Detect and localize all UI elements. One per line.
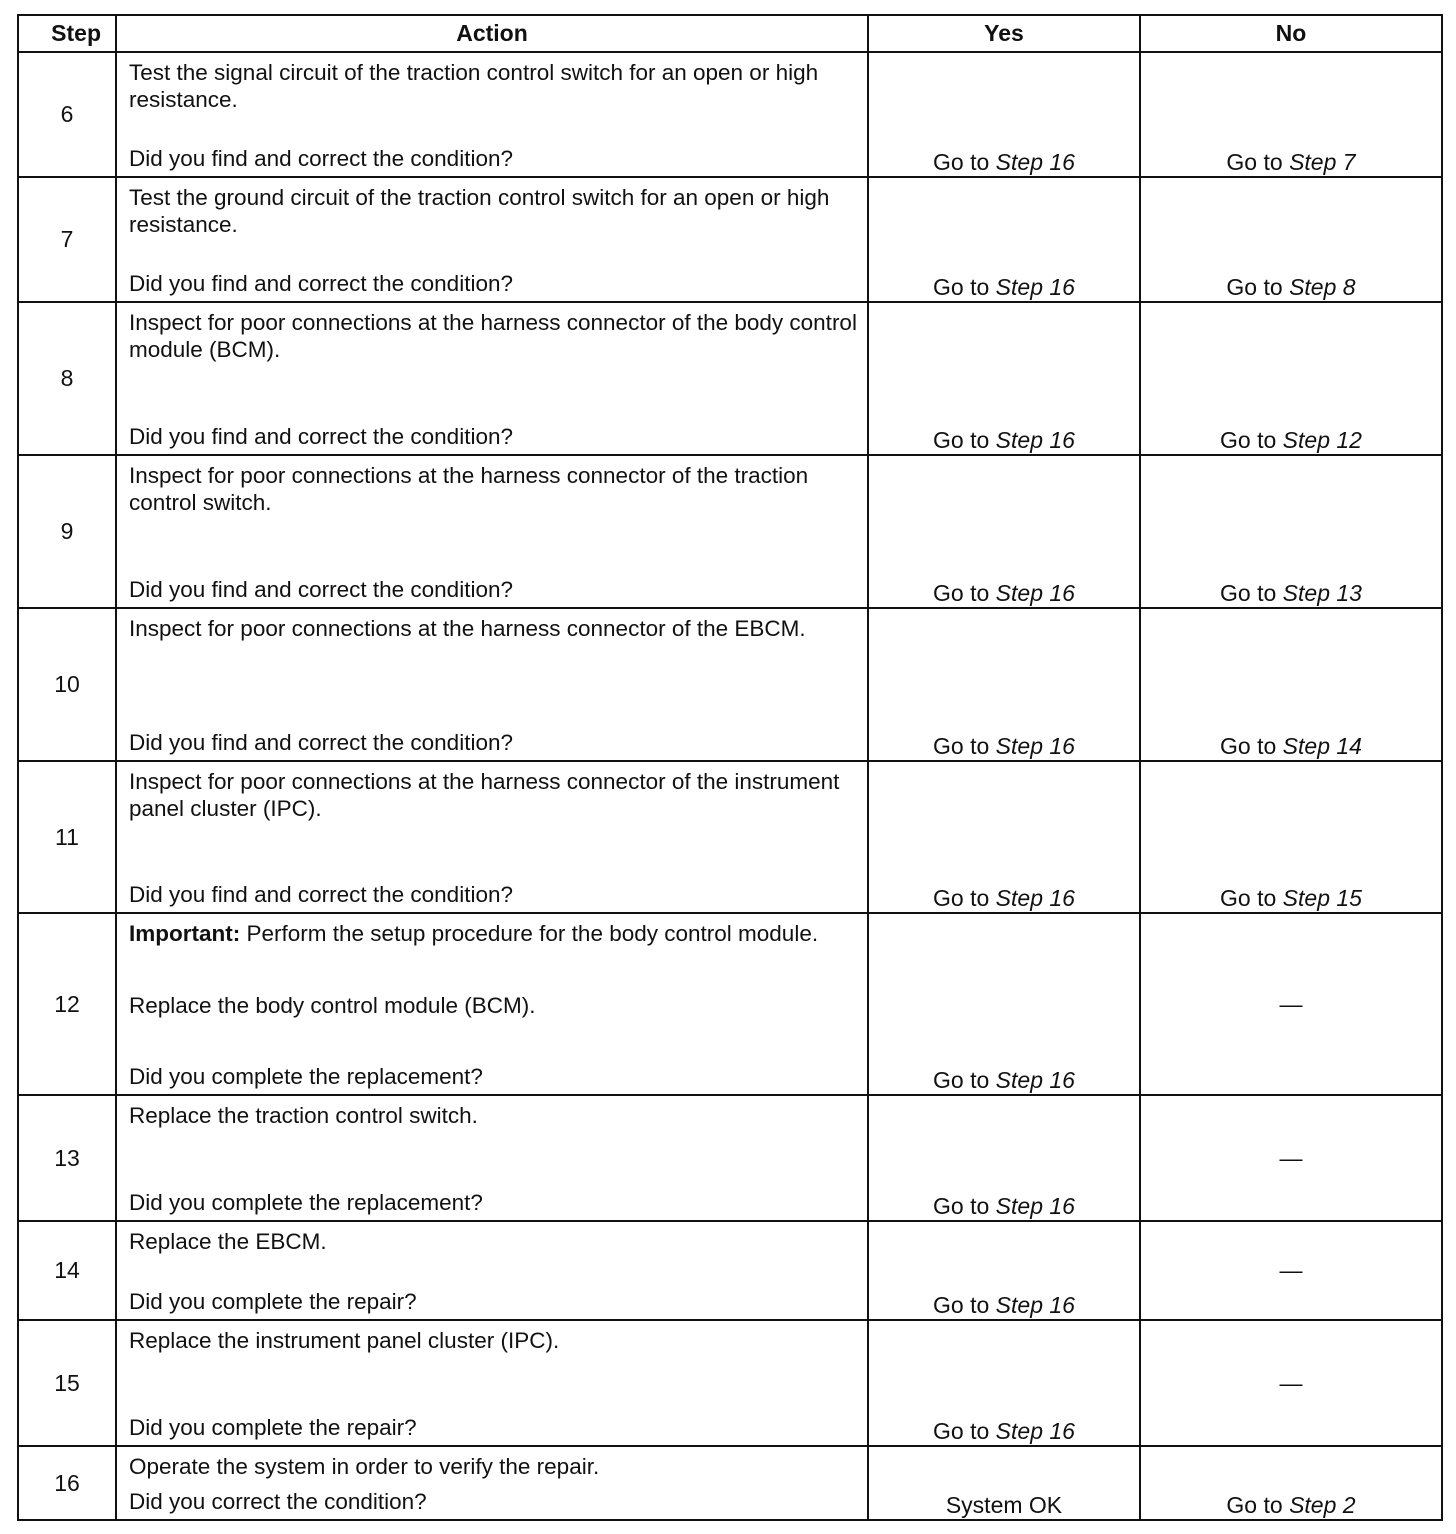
yes-cell bbox=[868, 1221, 1140, 1320]
no-cell-dash: — bbox=[1140, 1095, 1442, 1221]
goto-prefix: Go to bbox=[933, 1418, 990, 1444]
yes-cell bbox=[868, 608, 1140, 761]
goto-prefix: Go to bbox=[1226, 149, 1283, 175]
table-row bbox=[18, 1320, 1442, 1446]
yes-cell bbox=[868, 913, 1140, 1095]
goto-prefix: Go to bbox=[1226, 1492, 1283, 1518]
yes-step-ref: Step 16 bbox=[995, 1067, 1075, 1093]
action-text: Replace the traction control switch. bbox=[129, 1103, 478, 1128]
yes-cell bbox=[868, 761, 1140, 913]
no-cell-dash: — bbox=[1140, 913, 1442, 1095]
action-question: Did you find and correct the condition? bbox=[129, 146, 513, 171]
action-question: Did you find and correct the condition? bbox=[129, 271, 513, 296]
table-row bbox=[18, 177, 1442, 302]
no-cell bbox=[1140, 608, 1442, 761]
no-cell bbox=[1140, 177, 1442, 302]
no-cell bbox=[1140, 761, 1442, 913]
goto-prefix: Go to bbox=[1220, 427, 1277, 453]
no-cell-dash: — bbox=[1140, 1221, 1442, 1320]
action-text: Inspect for poor connections at the harness connector of the instrument panel cluster (IPC). bbox=[129, 769, 840, 821]
goto-prefix: Go to bbox=[933, 733, 990, 759]
yes-cell bbox=[868, 1320, 1140, 1446]
step-number: 9 bbox=[18, 455, 116, 608]
important-note bbox=[129, 920, 859, 947]
goto-prefix: Go to bbox=[1220, 733, 1277, 759]
no-cell bbox=[1140, 455, 1442, 608]
step-number: 8 bbox=[18, 302, 116, 455]
table-row bbox=[18, 1095, 1442, 1221]
goto-prefix: Go to bbox=[933, 1193, 990, 1219]
table-row bbox=[18, 302, 1442, 455]
action-question: Did you complete the repair? bbox=[129, 1415, 417, 1440]
table-header-row bbox=[18, 15, 1442, 52]
no-step-ref: Step 12 bbox=[1282, 427, 1362, 453]
step-number: 7 bbox=[18, 177, 116, 302]
goto-prefix: Go to bbox=[1220, 885, 1277, 911]
goto-prefix: Go to bbox=[1226, 274, 1283, 300]
goto-prefix: Go to bbox=[933, 1067, 990, 1093]
yes-cell bbox=[868, 302, 1140, 455]
header-yes: Yes bbox=[868, 15, 1140, 52]
no-step-ref: Step 8 bbox=[1289, 274, 1356, 300]
header-action: Action bbox=[116, 15, 868, 52]
yes-step-ref: Step 16 bbox=[995, 149, 1075, 175]
yes-cell bbox=[868, 1095, 1140, 1221]
action-question: Did you find and correct the condition? bbox=[129, 730, 513, 755]
action-text: Inspect for poor connections at the harness connector of the traction control switch. bbox=[129, 463, 809, 515]
table-row bbox=[18, 52, 1442, 177]
step-number: 13 bbox=[18, 1095, 116, 1221]
yes-step-ref: Step 16 bbox=[995, 580, 1075, 606]
yes-cell bbox=[868, 52, 1140, 177]
step-number: 10 bbox=[18, 608, 116, 761]
no-step-ref: Step 15 bbox=[1282, 885, 1362, 911]
action-text: Test the ground circuit of the traction control switch for an open or high resistance. bbox=[129, 185, 830, 237]
goto-prefix: Go to bbox=[933, 885, 990, 911]
action-cell bbox=[116, 913, 868, 1095]
table-row bbox=[18, 913, 1442, 1095]
no-step-ref: Step 7 bbox=[1289, 149, 1356, 175]
action-question: Did you find and correct the condition? bbox=[129, 577, 513, 602]
no-cell bbox=[1140, 302, 1442, 455]
action-cell bbox=[116, 761, 868, 913]
action-cell bbox=[116, 1221, 868, 1320]
no-cell bbox=[1140, 52, 1442, 177]
action-cell bbox=[116, 1095, 868, 1221]
action-question: Did you find and correct the condition? bbox=[129, 882, 513, 907]
action-cell bbox=[116, 1446, 868, 1520]
yes-step-ref: Step 16 bbox=[995, 274, 1075, 300]
step-number: 16 bbox=[18, 1446, 116, 1520]
goto-prefix: Go to bbox=[933, 427, 990, 453]
yes-step-ref: Step 16 bbox=[995, 733, 1075, 759]
yes-step-ref: Step 16 bbox=[995, 1292, 1075, 1318]
table-row bbox=[18, 1221, 1442, 1320]
action-question: Did you correct the condition? bbox=[129, 1489, 427, 1514]
table-row bbox=[18, 608, 1442, 761]
yes-step-ref: Step 16 bbox=[995, 427, 1075, 453]
action-cell bbox=[116, 608, 868, 761]
action-question: Did you complete the repair? bbox=[129, 1289, 417, 1314]
yes-step-ref: Step 16 bbox=[995, 1418, 1075, 1444]
step-number: 12 bbox=[18, 913, 116, 1095]
no-cell-dash: — bbox=[1140, 1320, 1442, 1446]
step-number: 14 bbox=[18, 1221, 116, 1320]
important-label: Important: bbox=[129, 921, 241, 946]
action-question: Did you find and correct the condition? bbox=[129, 424, 513, 449]
table-row bbox=[18, 761, 1442, 913]
important-text: Perform the setup procedure for the body control module. bbox=[246, 921, 819, 946]
action-cell bbox=[116, 52, 868, 177]
goto-prefix: Go to bbox=[933, 1292, 990, 1318]
no-step-ref: Step 13 bbox=[1282, 580, 1362, 606]
action-text: Replace the instrument panel cluster (IPC). bbox=[129, 1328, 560, 1353]
action-question: Did you complete the replacement? bbox=[129, 1190, 483, 1215]
action-text: Replace the body control module (BCM). bbox=[129, 992, 536, 1018]
table-row bbox=[18, 1446, 1442, 1520]
action-cell bbox=[116, 455, 868, 608]
step-number: 6 bbox=[18, 52, 116, 177]
goto-prefix: Go to bbox=[933, 274, 990, 300]
yes-cell bbox=[868, 177, 1140, 302]
step-number: 15 bbox=[18, 1320, 116, 1446]
header-step: Step bbox=[18, 15, 116, 52]
no-step-ref: Step 14 bbox=[1282, 733, 1362, 759]
action-text: Replace the EBCM. bbox=[129, 1229, 327, 1254]
action-text: Test the signal circuit of the traction control switch for an open or high resistance. bbox=[129, 60, 819, 112]
yes-step-ref: Step 16 bbox=[995, 885, 1075, 911]
action-cell bbox=[116, 302, 868, 455]
yes-cell: System OK bbox=[868, 1446, 1140, 1520]
action-question: Did you complete the replacement? bbox=[129, 1064, 483, 1089]
goto-prefix: Go to bbox=[933, 149, 990, 175]
step-number: 11 bbox=[18, 761, 116, 913]
action-text: Operate the system in order to verify the repair. bbox=[129, 1454, 600, 1479]
no-step-ref: Step 2 bbox=[1289, 1492, 1356, 1518]
table-row bbox=[18, 455, 1442, 608]
diagnostic-steps-table bbox=[17, 14, 1443, 1521]
goto-prefix: Go to bbox=[933, 580, 990, 606]
action-text: Inspect for poor connections at the harness connector of the EBCM. bbox=[129, 616, 806, 641]
yes-step-ref: Step 16 bbox=[995, 1193, 1075, 1219]
action-text: Inspect for poor connections at the harness connector of the body control module (BCM). bbox=[129, 310, 857, 362]
yes-cell bbox=[868, 455, 1140, 608]
header-no: No bbox=[1140, 15, 1442, 52]
no-cell bbox=[1140, 1446, 1442, 1520]
action-cell bbox=[116, 1320, 868, 1446]
action-cell bbox=[116, 177, 868, 302]
goto-prefix: Go to bbox=[1220, 580, 1277, 606]
